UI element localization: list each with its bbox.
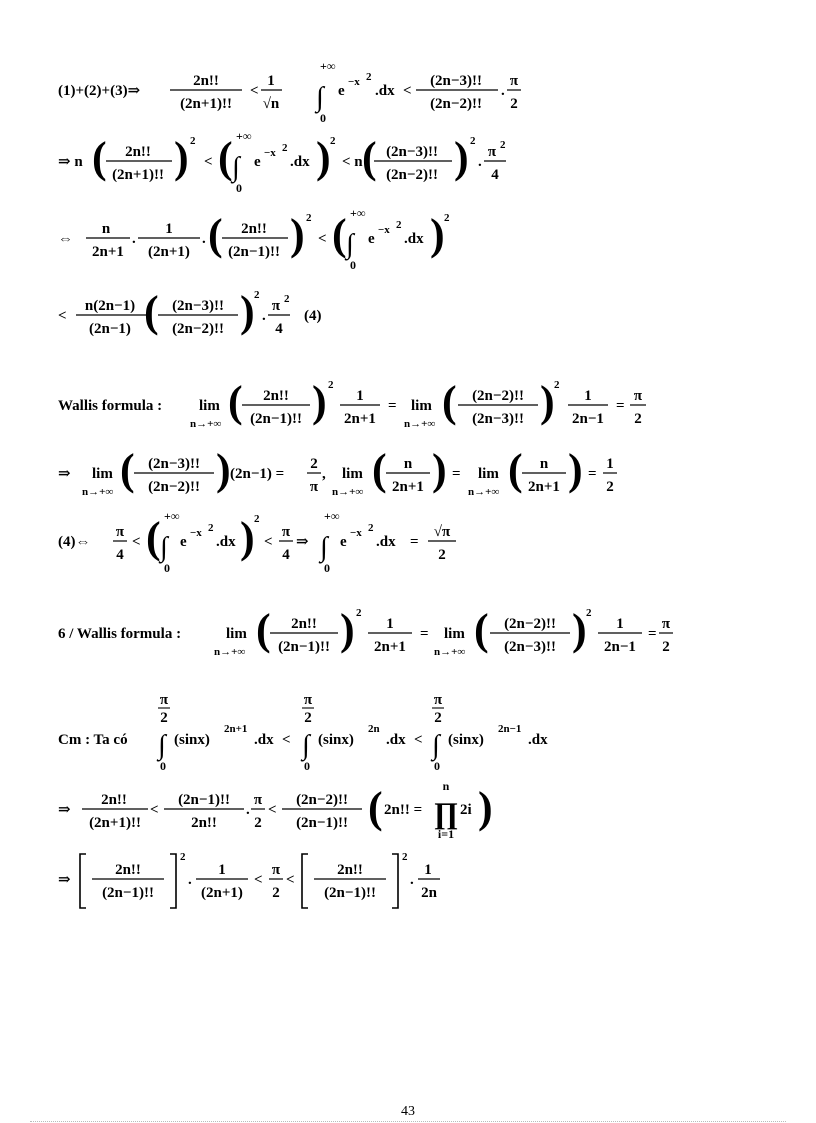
svg-text:2n!!: 2n!! bbox=[241, 221, 267, 237]
svg-text:(4)⇔: (4)⇔ bbox=[58, 534, 91, 550]
svg-text:.dx: .dx bbox=[375, 83, 395, 99]
svg-text:<: < bbox=[58, 308, 67, 324]
svg-text:2n!!: 2n!! bbox=[263, 388, 289, 404]
svg-text:2n−1: 2n−1 bbox=[498, 723, 522, 735]
svg-text:n: n bbox=[101, 221, 111, 237]
svg-text:.dx: .dx bbox=[376, 534, 396, 550]
svg-text:2: 2 bbox=[500, 139, 506, 151]
svg-text:0: 0 bbox=[164, 561, 170, 575]
svg-text:): ) bbox=[478, 783, 493, 832]
svg-text:): ) bbox=[290, 210, 305, 259]
proof-label: Cm : Ta có bbox=[58, 732, 128, 748]
svg-text:2n+1: 2n+1 bbox=[392, 479, 424, 495]
svg-text:π: π bbox=[115, 524, 125, 540]
svg-text:): ) bbox=[572, 605, 587, 654]
svg-text:2: 2 bbox=[606, 479, 614, 495]
svg-text:e: e bbox=[368, 231, 375, 247]
svg-text:.: . bbox=[188, 872, 192, 888]
svg-text:2n+1: 2n+1 bbox=[528, 479, 560, 495]
svg-text:n(2n−1): n(2n−1) bbox=[84, 298, 136, 314]
svg-text:2: 2 bbox=[254, 513, 260, 525]
svg-text:⇒: ⇒ bbox=[58, 872, 71, 888]
footer-divider bbox=[30, 1121, 786, 1122]
svg-text:(: ( bbox=[120, 445, 135, 494]
svg-text:(2n−1)!!: (2n−1)!! bbox=[178, 792, 230, 808]
svg-text:.: . bbox=[132, 231, 136, 247]
svg-text:2n+1: 2n+1 bbox=[92, 244, 124, 260]
svg-text:2: 2 bbox=[310, 456, 318, 472]
svg-text:1: 1 bbox=[165, 221, 173, 237]
svg-text:=: = bbox=[648, 626, 657, 642]
svg-text:2: 2 bbox=[328, 379, 334, 391]
svg-text:2: 2 bbox=[554, 379, 560, 391]
svg-text:(2n−2)!!: (2n−2)!! bbox=[148, 479, 200, 495]
integral-sign-icon: ∫ bbox=[232, 152, 240, 183]
svg-text:π: π bbox=[303, 692, 313, 708]
svg-text:(2n−1)!!: (2n−1)!! bbox=[296, 815, 348, 831]
equation-line-2 bbox=[58, 128, 578, 200]
svg-text:=: = bbox=[452, 466, 461, 482]
svg-text:): ) bbox=[240, 287, 255, 336]
svg-text:1: 1 bbox=[356, 388, 364, 404]
svg-text:lim: lim bbox=[411, 398, 432, 414]
svg-text:=: = bbox=[420, 626, 429, 642]
svg-text:π: π bbox=[509, 73, 519, 89]
svg-text:(2n−1)!!: (2n−1)!! bbox=[324, 885, 376, 901]
svg-text:n→+∞: n→+∞ bbox=[332, 486, 364, 498]
integral-sign-icon: ∫ bbox=[302, 730, 310, 761]
svg-text:.: . bbox=[478, 154, 482, 170]
svg-text:(sinx): (sinx) bbox=[174, 732, 210, 748]
denominator: (2n+1)!! bbox=[180, 96, 232, 112]
equation-line-8 bbox=[58, 600, 678, 672]
equation-line-10 bbox=[58, 776, 618, 848]
wallis-label: Wallis formula : bbox=[58, 398, 163, 414]
svg-text:π: π bbox=[253, 792, 263, 808]
svg-text:2n!! =: 2n!! = bbox=[384, 802, 423, 818]
integral-sign-icon: ∫ bbox=[158, 730, 166, 761]
integral-sign-icon: ∫ bbox=[346, 229, 354, 260]
svg-text:2n: 2n bbox=[368, 723, 380, 735]
svg-text:(: ( bbox=[474, 605, 489, 654]
svg-text:2: 2 bbox=[356, 607, 362, 619]
svg-text:2i: 2i bbox=[460, 802, 472, 818]
svg-text:2: 2 bbox=[180, 851, 186, 863]
svg-text:0: 0 bbox=[350, 258, 356, 272]
svg-text:2n−1: 2n−1 bbox=[604, 639, 636, 655]
svg-text:1: 1 bbox=[606, 456, 614, 472]
svg-text:.dx: .dx bbox=[254, 732, 274, 748]
svg-text:.: . bbox=[262, 308, 266, 324]
svg-text:(: ( bbox=[218, 133, 233, 182]
svg-text:(2n−2)!!: (2n−2)!! bbox=[172, 321, 224, 337]
svg-text:lim: lim bbox=[478, 466, 499, 482]
svg-text:,: , bbox=[322, 466, 326, 482]
svg-text:.dx: .dx bbox=[386, 732, 406, 748]
svg-text:2: 2 bbox=[470, 135, 476, 147]
svg-text:⇒: ⇒ bbox=[58, 466, 71, 482]
svg-text:−x: −x bbox=[348, 76, 360, 88]
svg-text:2: 2 bbox=[368, 522, 374, 534]
integral-sign-icon: ∫ bbox=[432, 730, 440, 761]
svg-text:< n: < n bbox=[342, 154, 363, 170]
svg-text:2: 2 bbox=[284, 293, 290, 305]
svg-text:(2n−3)!!: (2n−3)!! bbox=[472, 411, 524, 427]
svg-text:+∞: +∞ bbox=[350, 206, 366, 220]
svg-text:2n+1: 2n+1 bbox=[224, 723, 248, 735]
svg-text:(: ( bbox=[146, 513, 161, 562]
svg-text:): ) bbox=[540, 377, 555, 426]
svg-text:0: 0 bbox=[324, 561, 330, 575]
svg-text:2: 2 bbox=[306, 212, 312, 224]
equation-line-3 bbox=[58, 205, 578, 277]
svg-text:(2n−1)!!: (2n−1)!! bbox=[250, 411, 302, 427]
svg-text:2n!!: 2n!! bbox=[337, 862, 363, 878]
svg-text:<: < bbox=[264, 534, 273, 550]
svg-text:0: 0 bbox=[236, 181, 242, 195]
svg-text:(sinx): (sinx) bbox=[448, 732, 484, 748]
svg-text:2: 2 bbox=[190, 135, 196, 147]
svg-text:2: 2 bbox=[282, 142, 288, 154]
svg-text:(2n+1): (2n+1) bbox=[148, 244, 190, 260]
page-number: 43 bbox=[401, 1104, 415, 1119]
svg-text:(2n−2)!!: (2n−2)!! bbox=[386, 167, 438, 183]
svg-text:(2n−3)!!: (2n−3)!! bbox=[504, 639, 556, 655]
svg-text:+∞: +∞ bbox=[236, 129, 252, 143]
svg-text:n→+∞: n→+∞ bbox=[190, 418, 222, 430]
svg-text:=: = bbox=[410, 534, 419, 550]
svg-text:(2n−1)!!: (2n−1)!! bbox=[102, 885, 154, 901]
svg-text:2n!!: 2n!! bbox=[125, 144, 151, 160]
svg-text:(2n−3)!!: (2n−3)!! bbox=[386, 144, 438, 160]
svg-text:4: 4 bbox=[116, 547, 124, 563]
svg-text:⇔: ⇔ bbox=[58, 231, 73, 247]
svg-text:⇒ n: ⇒ n bbox=[58, 154, 83, 170]
svg-text:<: < bbox=[132, 534, 141, 550]
svg-text:.: . bbox=[202, 231, 206, 247]
svg-text:): ) bbox=[216, 445, 231, 494]
svg-text:(2n+1)!!: (2n+1)!! bbox=[112, 167, 164, 183]
equation-line-9 bbox=[58, 692, 618, 774]
svg-text:e: e bbox=[340, 534, 347, 550]
svg-text:1: 1 bbox=[267, 73, 275, 89]
svg-text:1: 1 bbox=[386, 616, 394, 632]
svg-text:): ) bbox=[240, 513, 255, 562]
equation-line-5 bbox=[58, 372, 658, 444]
svg-text:n→+∞: n→+∞ bbox=[404, 418, 436, 430]
svg-text:<: < bbox=[414, 732, 423, 748]
svg-text:(2n−3)!!: (2n−3)!! bbox=[430, 73, 482, 89]
svg-text:0: 0 bbox=[320, 111, 326, 125]
svg-text:0: 0 bbox=[434, 759, 440, 773]
svg-text:−x: −x bbox=[350, 527, 362, 539]
svg-text:<: < bbox=[204, 154, 213, 170]
prefix: (1)+(2)+(3)⇒ bbox=[58, 83, 141, 99]
svg-text:(2n−1): (2n−1) bbox=[89, 321, 131, 337]
svg-text:π: π bbox=[271, 298, 281, 314]
svg-text:e: e bbox=[254, 154, 261, 170]
svg-text:4: 4 bbox=[491, 167, 499, 183]
svg-text:(2n−3)!!: (2n−3)!! bbox=[172, 298, 224, 314]
svg-text:−x: −x bbox=[378, 224, 390, 236]
svg-text:2: 2 bbox=[434, 710, 442, 726]
equation-line-7 bbox=[58, 506, 578, 578]
svg-text:2: 2 bbox=[366, 71, 372, 83]
svg-text:): ) bbox=[340, 605, 355, 654]
svg-text:1: 1 bbox=[218, 862, 226, 878]
svg-text:1: 1 bbox=[584, 388, 592, 404]
svg-text:2: 2 bbox=[330, 135, 336, 147]
svg-text:2n!!: 2n!! bbox=[291, 616, 317, 632]
svg-text:2n+1: 2n+1 bbox=[374, 639, 406, 655]
svg-text:2: 2 bbox=[662, 639, 670, 655]
svg-text:(2n+1): (2n+1) bbox=[201, 885, 243, 901]
wallis-label-6: 6 / Wallis formula : bbox=[58, 626, 182, 642]
svg-text:π: π bbox=[159, 692, 169, 708]
svg-text:2: 2 bbox=[254, 289, 260, 301]
svg-text:.dx: .dx bbox=[404, 231, 424, 247]
svg-text:): ) bbox=[430, 210, 445, 259]
svg-text:1: 1 bbox=[616, 616, 624, 632]
svg-text:=: = bbox=[616, 398, 625, 414]
svg-text:e: e bbox=[180, 534, 187, 550]
numerator: 2n!! bbox=[193, 73, 219, 89]
svg-text:(2n−1)!!: (2n−1)!! bbox=[228, 244, 280, 260]
svg-text:2: 2 bbox=[396, 219, 402, 231]
svg-text:<: < bbox=[254, 872, 263, 888]
svg-text:⇒: ⇒ bbox=[58, 802, 71, 818]
svg-text:−x: −x bbox=[264, 147, 276, 159]
svg-text:(: ( bbox=[442, 377, 457, 426]
svg-text:.: . bbox=[501, 83, 505, 99]
svg-text:.dx: .dx bbox=[528, 732, 548, 748]
svg-text:.dx: .dx bbox=[290, 154, 310, 170]
equation-tag: (4) bbox=[304, 308, 322, 324]
svg-text:=: = bbox=[388, 398, 397, 414]
svg-text:lim: lim bbox=[199, 398, 220, 414]
svg-text:(2n−2)!!: (2n−2)!! bbox=[430, 96, 482, 112]
svg-text:2: 2 bbox=[438, 547, 446, 563]
svg-text:lim: lim bbox=[226, 626, 247, 642]
svg-text:2n!!: 2n!! bbox=[191, 815, 217, 831]
svg-text:lim: lim bbox=[444, 626, 465, 642]
svg-text:+∞: +∞ bbox=[324, 509, 340, 523]
svg-text:(2n−3)!!: (2n−3)!! bbox=[148, 456, 200, 472]
equation-line-1 bbox=[58, 58, 578, 128]
svg-text:<: < bbox=[150, 802, 159, 818]
svg-text:0: 0 bbox=[304, 759, 310, 773]
svg-text:<: < bbox=[286, 872, 295, 888]
svg-text:4: 4 bbox=[275, 321, 283, 337]
svg-text:2: 2 bbox=[254, 815, 262, 831]
svg-text:2n!!: 2n!! bbox=[115, 862, 141, 878]
svg-text:): ) bbox=[316, 133, 331, 182]
svg-text:4: 4 bbox=[282, 547, 290, 563]
equation-line-4 bbox=[58, 282, 578, 354]
svg-text:0: 0 bbox=[160, 759, 166, 773]
svg-text:(2n−1) =: (2n−1) = bbox=[230, 466, 285, 482]
svg-text:.dx: .dx bbox=[216, 534, 236, 550]
svg-text:n→+∞: n→+∞ bbox=[468, 486, 500, 498]
svg-text:π: π bbox=[281, 524, 291, 540]
svg-text:(2n−2)!!: (2n−2)!! bbox=[472, 388, 524, 404]
svg-text:): ) bbox=[312, 377, 327, 426]
svg-text:π: π bbox=[433, 692, 443, 708]
svg-text:2: 2 bbox=[160, 710, 168, 726]
svg-text:π: π bbox=[271, 862, 281, 878]
svg-text:): ) bbox=[454, 133, 469, 182]
svg-text:<: < bbox=[268, 802, 277, 818]
svg-text:2: 2 bbox=[510, 96, 518, 112]
svg-text:+∞: +∞ bbox=[320, 59, 336, 73]
svg-text:2: 2 bbox=[304, 710, 312, 726]
svg-text:(: ( bbox=[256, 605, 271, 654]
svg-text:n→+∞: n→+∞ bbox=[82, 486, 114, 498]
svg-text:(sinx): (sinx) bbox=[318, 732, 354, 748]
svg-text:n: n bbox=[403, 456, 413, 472]
integral-sign-icon: ∫ bbox=[160, 532, 168, 563]
svg-text:.: . bbox=[410, 872, 414, 888]
svg-text:lim: lim bbox=[92, 466, 113, 482]
svg-text:2: 2 bbox=[634, 411, 642, 427]
svg-text:lim: lim bbox=[342, 466, 363, 482]
svg-text:2n+1: 2n+1 bbox=[344, 411, 376, 427]
equation-line-11 bbox=[58, 846, 578, 918]
svg-text:2: 2 bbox=[402, 851, 408, 863]
svg-text:<: < bbox=[403, 83, 412, 99]
svg-text:(: ( bbox=[332, 210, 347, 259]
svg-text:<: < bbox=[318, 231, 327, 247]
svg-text:(: ( bbox=[372, 445, 387, 494]
svg-text:2n−1: 2n−1 bbox=[572, 411, 604, 427]
svg-text:e: e bbox=[338, 83, 345, 99]
svg-text:2n!!: 2n!! bbox=[101, 792, 127, 808]
integral-sign-icon: ∫ bbox=[316, 82, 324, 113]
equation-line-6 bbox=[58, 440, 658, 512]
svg-text:(: ( bbox=[228, 377, 243, 426]
svg-text:): ) bbox=[568, 445, 583, 494]
svg-text:2: 2 bbox=[586, 607, 592, 619]
svg-text:<: < bbox=[250, 83, 259, 99]
svg-text:2: 2 bbox=[208, 522, 214, 534]
svg-text:−x: −x bbox=[190, 527, 202, 539]
svg-text:+∞: +∞ bbox=[164, 509, 180, 523]
svg-text:(: ( bbox=[208, 210, 223, 259]
svg-text:(2n−1)!!: (2n−1)!! bbox=[278, 639, 330, 655]
svg-text:2: 2 bbox=[272, 885, 280, 901]
svg-text:√π: √π bbox=[433, 524, 451, 540]
svg-text:.: . bbox=[246, 802, 250, 818]
svg-text:⇒: ⇒ bbox=[296, 534, 309, 550]
svg-text:(: ( bbox=[362, 133, 377, 182]
svg-text:): ) bbox=[174, 133, 189, 182]
svg-text:2n: 2n bbox=[421, 885, 437, 901]
svg-text:=: = bbox=[588, 466, 597, 482]
svg-text:n: n bbox=[442, 779, 450, 793]
svg-text:1: 1 bbox=[424, 862, 432, 878]
product-sign-icon: ∏ bbox=[433, 797, 459, 830]
svg-text:(2n+1)!!: (2n+1)!! bbox=[89, 815, 141, 831]
svg-text:n: n bbox=[539, 456, 549, 472]
svg-text:π: π bbox=[309, 479, 319, 495]
svg-text:π: π bbox=[487, 144, 497, 160]
svg-text:n→+∞: n→+∞ bbox=[214, 646, 246, 658]
svg-text:<: < bbox=[282, 732, 291, 748]
svg-text:(: ( bbox=[92, 133, 107, 182]
svg-text:π: π bbox=[633, 388, 643, 404]
svg-text:n→+∞: n→+∞ bbox=[434, 646, 466, 658]
svg-text:): ) bbox=[432, 445, 447, 494]
svg-text:√n: √n bbox=[262, 96, 280, 112]
svg-text:π: π bbox=[661, 616, 671, 632]
integral-sign-icon: ∫ bbox=[320, 532, 328, 563]
svg-text:(2n−2)!!: (2n−2)!! bbox=[296, 792, 348, 808]
svg-text:(: ( bbox=[144, 287, 159, 336]
svg-text:(2n−2)!!: (2n−2)!! bbox=[504, 616, 556, 632]
svg-text:(: ( bbox=[508, 445, 523, 494]
svg-text:(: ( bbox=[368, 783, 383, 832]
svg-text:i=1: i=1 bbox=[437, 827, 455, 841]
svg-text:2: 2 bbox=[444, 212, 450, 224]
